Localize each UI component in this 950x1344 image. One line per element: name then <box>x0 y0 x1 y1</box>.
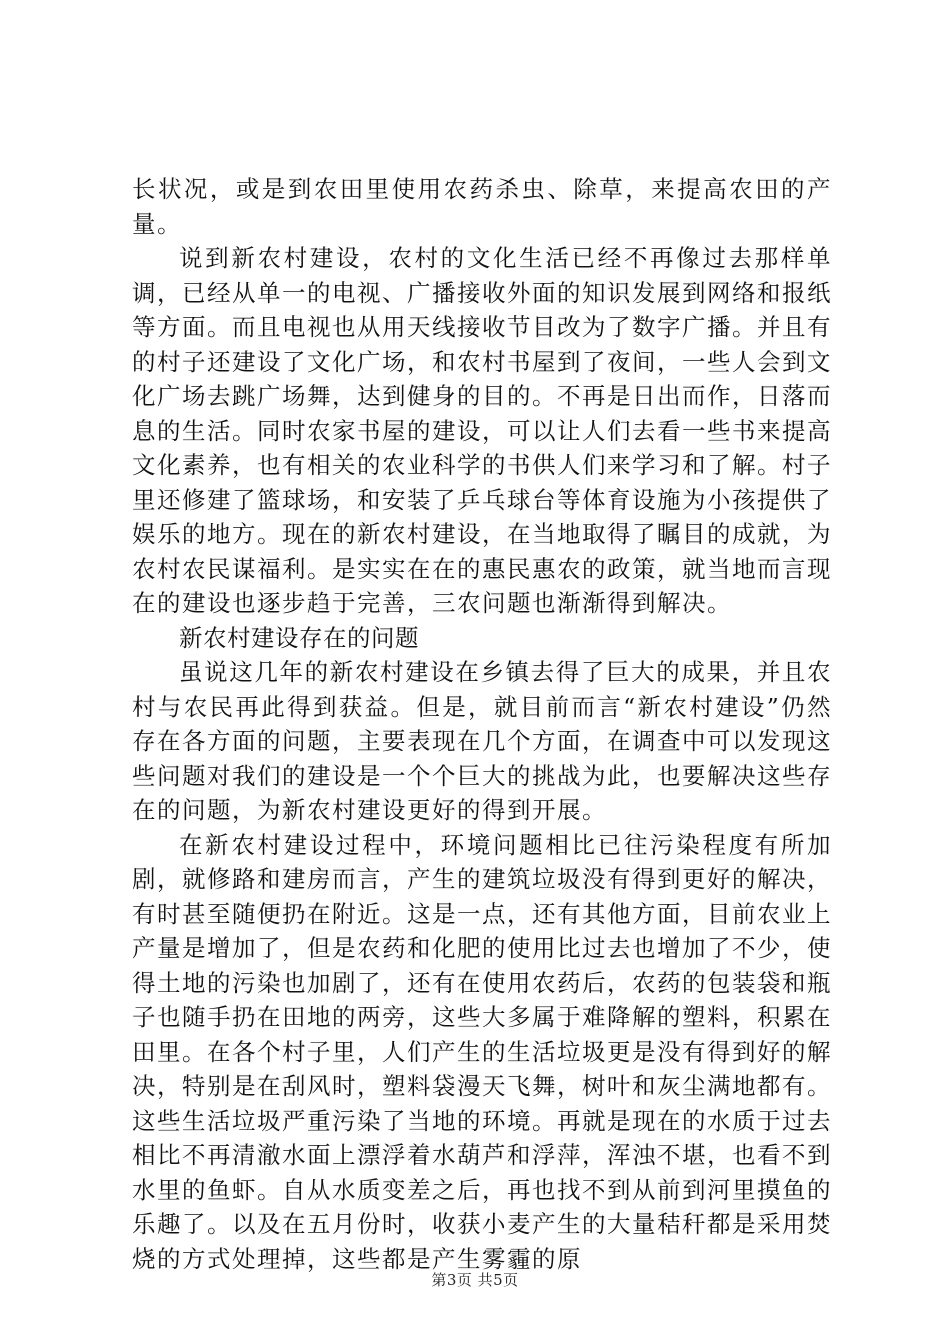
page-footer <box>0 1270 950 1290</box>
paragraph: 在新农村建设过程中，环境问题相比已往污染程度有所加剧，就修路和建房而言，产生的建筑垃圾没有得到更好的解决，有时甚至随便扔在附近。这是一点，还有其他方面，目前农业上产量是增加了，但是农药和化肥的使用比过去也增加了不少，使得土地的污染也加剧了，还有在使用农药后，农药的包装袋和瓶子也随手扔在田地的两旁，这些大多属于难降解的塑料，积累在田里。在各个村子里，人们产生的生活垃圾更是没有得到好的解决，特别是在刮风时，塑料袋漫天飞舞，树叶和灰尘满地都有。这些生活垃圾严重污染了当地的环境。再就是现在的水质于过去相比不再清澈水面上漂浮着水葫芦和浮萍，浑浊不堪，也看不到水里的鱼虾。自从水质变差之后，再也找不到从前到河里摸鱼的乐趣了。以及在五月份时，收获小麦产生的大量秸秆都是采用焚烧的方式处理掉，这些都是产生雾霾的原 <box>132 830 832 1273</box>
section-heading: 新农村建设存在的问题 <box>179 623 419 652</box>
paragraph: 说到新农村建设，农村的文化生活已经不再像过去那样单调，已经从单一的电视、广播接收外面的知识发展到网络和报纸等方面。而且电视也从用天线接收节目改为了数字广播。并且有的村子还建设了文化广场，和农村书屋到了夜间，一些人会到文化广场去跳广场舞，达到健身的目的。不再是日出而作，日落而息的生活。同时农家书屋的建设，可以让人们去看一些书来提高文化素养，也有相关的农业科学的书供人们来学习和了解。村子里还修建了篮球场，和安装了乒乓球台等体育设施为小孩提供了娱乐的地方。现在的新农村建设，在当地取得了瞩目的成就，为农村农民谋福利。是实实在在的惠民惠农的政策，就当地而言现在的建设也逐步趋于完善，三农问题也渐渐得到解决。 <box>132 244 832 617</box>
document-body <box>132 172 832 1276</box>
paragraph-continuation: 长状况，或是到农田里使用农药杀虫、除草，来提高农田的产量。 <box>132 175 832 238</box>
page-number: 第3页 共5页 <box>431 1271 519 1289</box>
paragraph: 虽说这几年的新农村建设在乡镇去得了巨大的成果，并且农村与农民再此得到获益。但是，就目前而言“新农村建设”仍然存在各方面的问题，主要表现在几个方面，在调查中可以发现这些问题对我们的建设是一个个巨大的挑战为此，也要解决这些存在的问题，为新农村建设更好的得到开展。 <box>132 658 832 824</box>
